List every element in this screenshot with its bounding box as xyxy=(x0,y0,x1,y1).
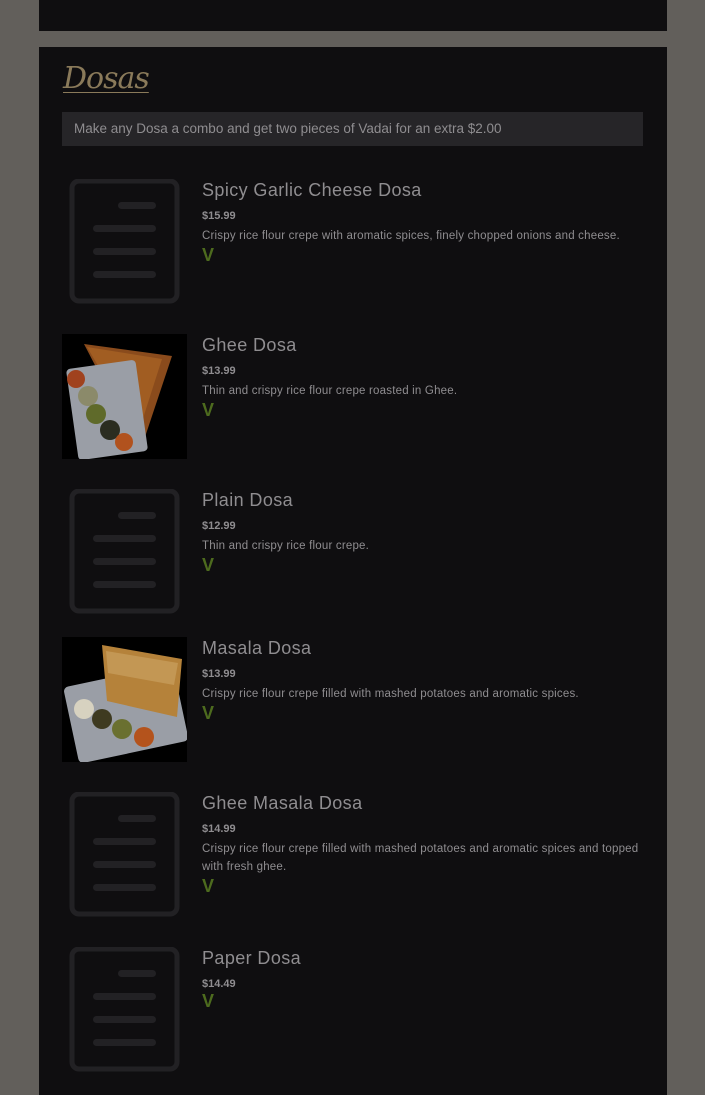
item-description: Crispy rice flour crepe filled with mashed potatoes and aromatic spices. xyxy=(202,688,579,700)
item-price: $14.49 xyxy=(202,978,236,990)
item-name: Plain Dosa xyxy=(202,490,294,510)
item-price: $13.99 xyxy=(202,668,236,680)
item-description: Thin and crispy rice flour crepe roasted in Ghee. xyxy=(202,385,458,397)
dosa-photo[interactable] xyxy=(62,334,187,459)
item-price: $15.99 xyxy=(202,210,236,222)
item-name: Masala Dosa xyxy=(202,638,312,658)
vegetarian-badge: V xyxy=(202,245,215,265)
item-description: Crispy rice flour crepe filled with mashed potatoes and aromatic spices and topped with fresh ghee. xyxy=(202,843,639,873)
vegetarian-badge: V xyxy=(202,876,215,896)
vegetarian-badge: V xyxy=(202,555,215,575)
vegetarian-badge: V xyxy=(202,703,215,723)
section-title: Dosas xyxy=(63,61,149,96)
item-price: $13.99 xyxy=(202,365,236,377)
top-panel xyxy=(39,0,667,31)
item-name: Spicy Garlic Cheese Dosa xyxy=(202,180,422,200)
item-description: Crispy rice flour crepe with aromatic spices, finely chopped onions and cheese. xyxy=(202,230,620,242)
vegetarian-badge: V xyxy=(202,400,215,420)
dosa-photo[interactable] xyxy=(62,637,187,762)
combo-notice: Make any Dosa a combo and get two pieces of Vadai for an extra $2.00 xyxy=(62,112,643,146)
placeholder-menu-icon xyxy=(62,179,187,304)
item-description: Thin and crispy rice flour crepe. xyxy=(202,540,370,552)
item-price: $14.99 xyxy=(202,823,236,835)
vegetarian-badge: V xyxy=(202,991,215,1011)
item-name: Paper Dosa xyxy=(202,948,302,968)
placeholder-menu-icon xyxy=(62,947,187,1072)
item-name: Ghee Masala Dosa xyxy=(202,793,363,813)
item-name: Ghee Dosa xyxy=(202,335,297,355)
placeholder-menu-icon xyxy=(62,489,187,614)
menu-section-dosas xyxy=(39,47,667,1095)
item-price: $12.99 xyxy=(202,520,236,532)
placeholder-menu-icon xyxy=(62,792,187,917)
